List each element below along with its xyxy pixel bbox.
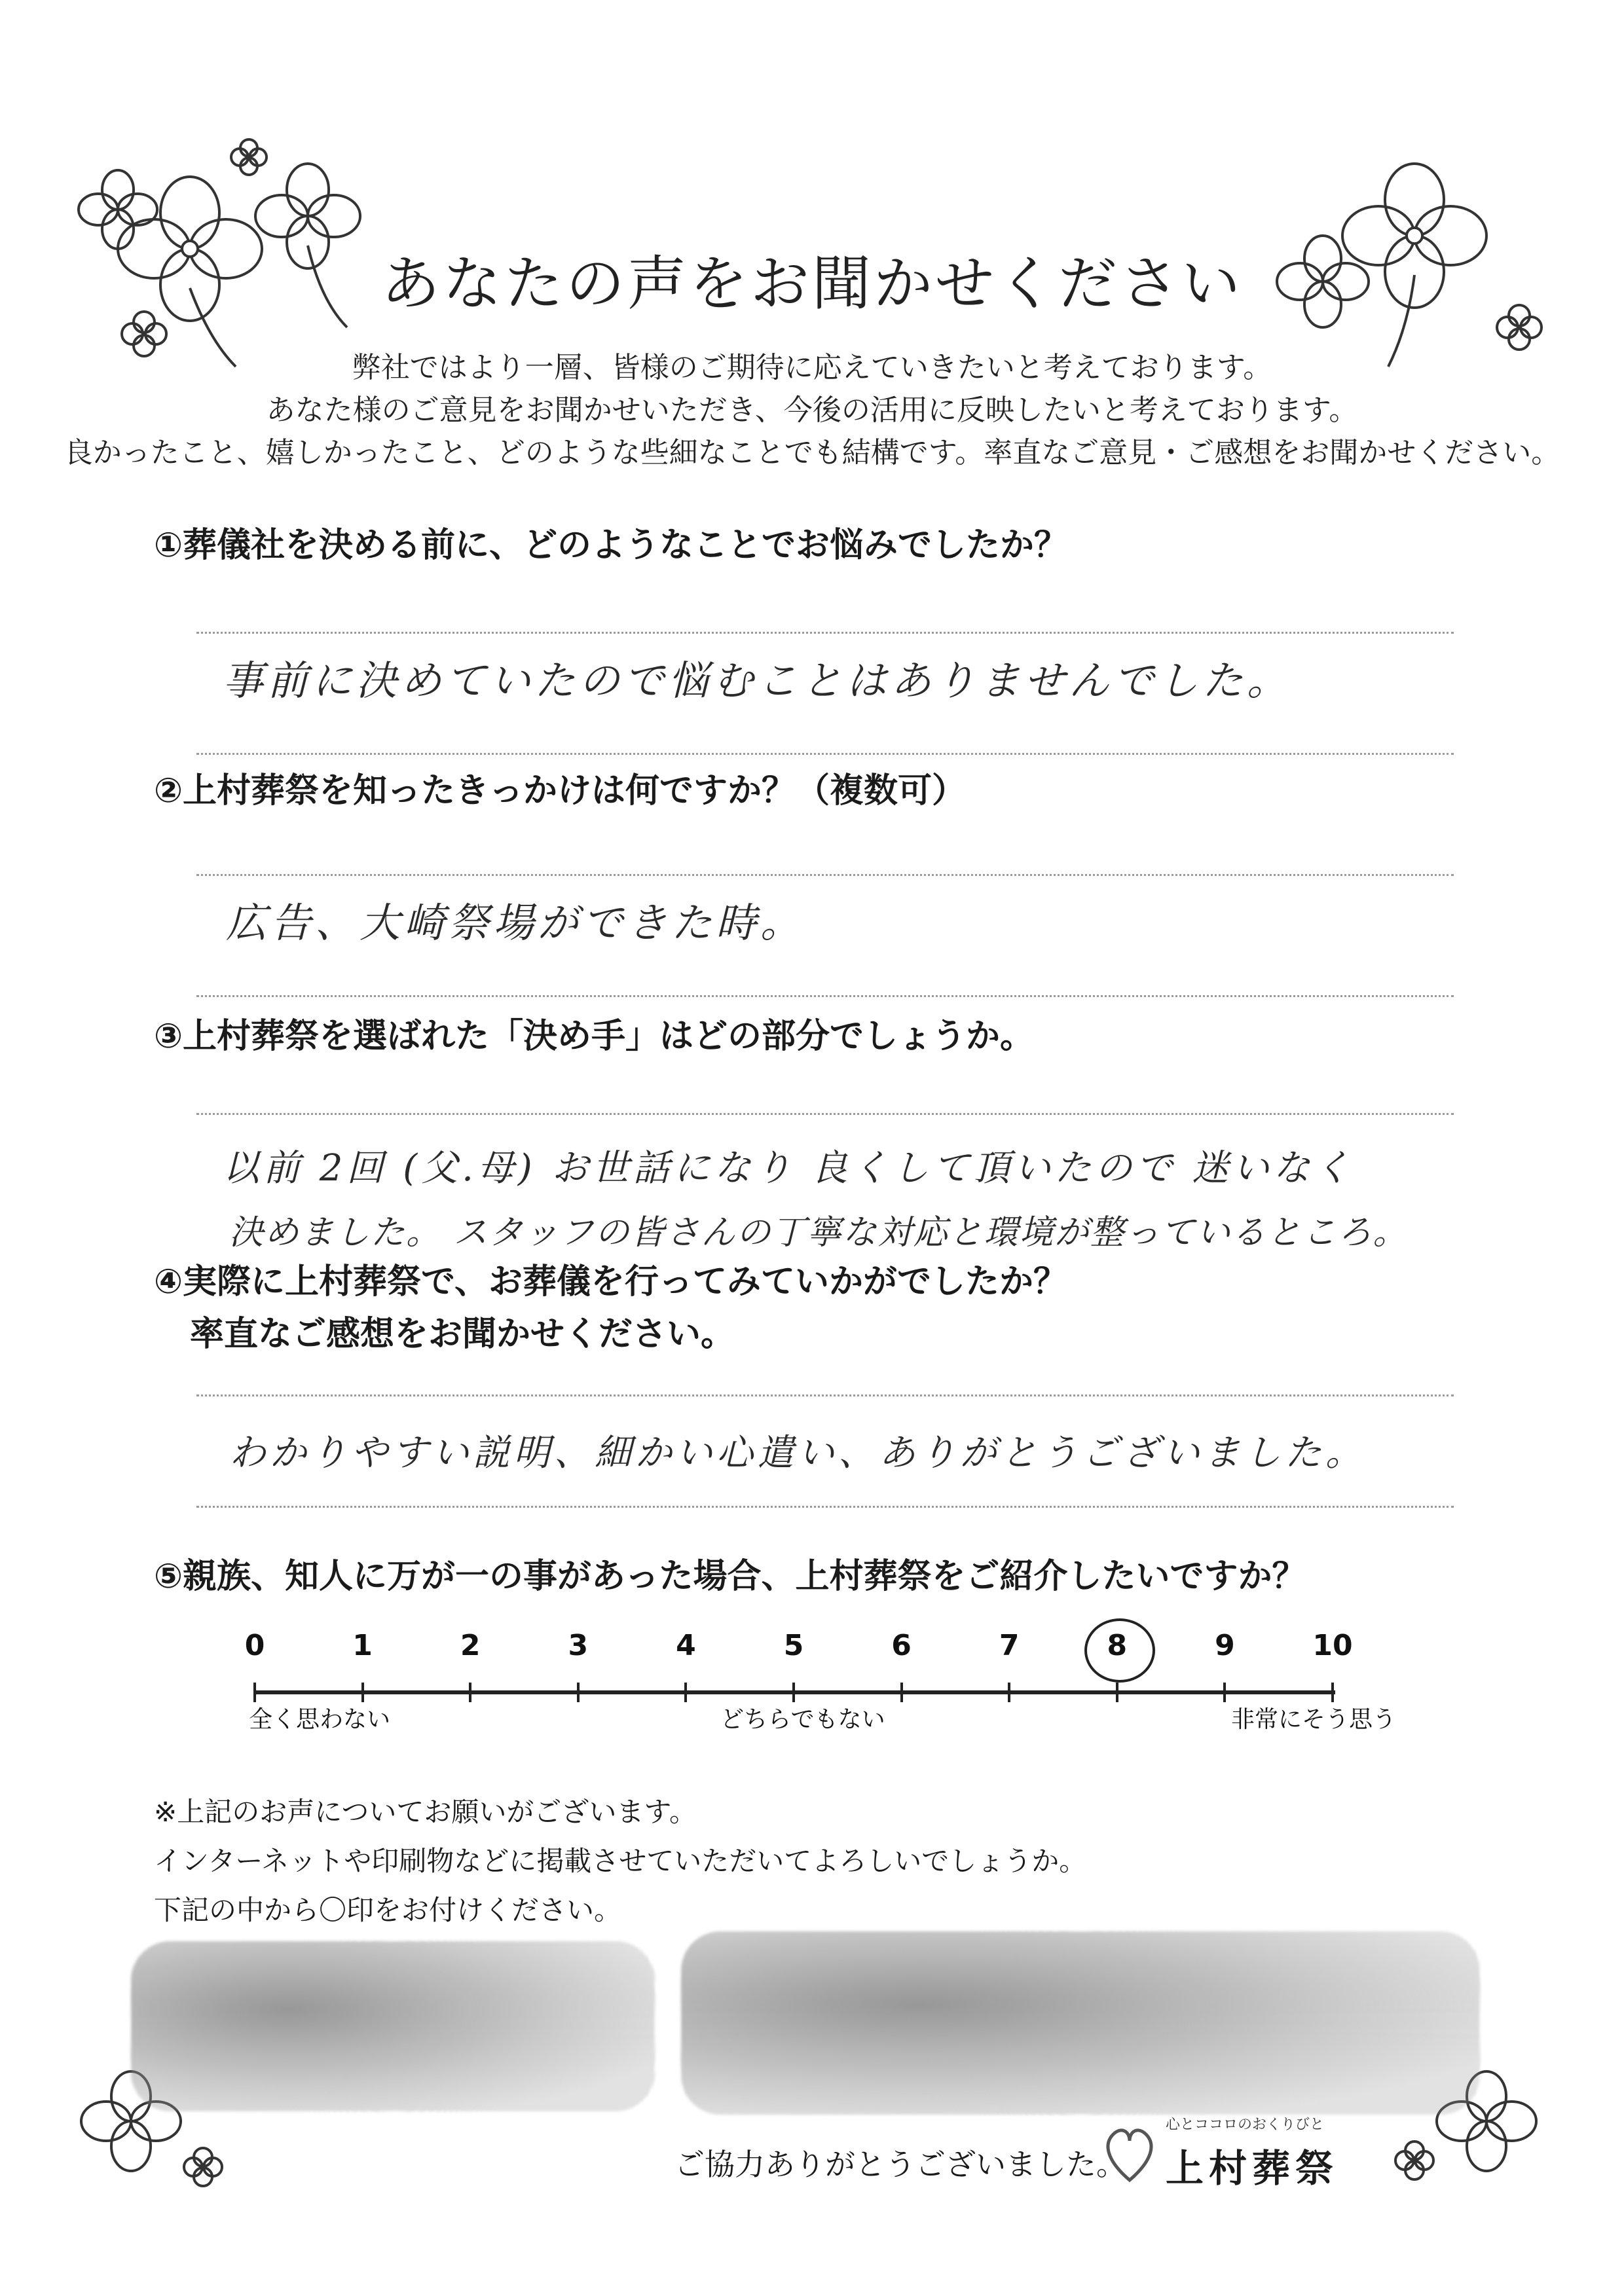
scale-tick — [684, 1683, 687, 1702]
scale-tick — [1223, 1683, 1226, 1702]
page-title: あなたの声をお聞かせください — [381, 249, 1243, 318]
scale-number: 1 — [352, 1629, 373, 1662]
question-3-label: ③上村葬祭を選ばれた「決め手」はどの部分でしょうか。 — [154, 1017, 1035, 1056]
scale-tick — [253, 1683, 256, 1702]
question-1-label: ①葬儀社を決める前に、どのようなことでお悩みでしたか？ — [154, 526, 1069, 565]
scale-tick — [577, 1683, 580, 1702]
scale-tick — [1008, 1683, 1010, 1702]
scale-label-mid: どちらでもない — [720, 1706, 885, 1733]
answer-line — [196, 874, 1454, 876]
question-2-label: ②上村葬祭を知ったきっかけは何ですか？（複数可） — [154, 771, 967, 811]
note-line-1: ※上記のお声についてお願いがございます。 — [154, 1796, 697, 1828]
question-4-label: ④実際に上村葬祭で、お葬儀を行ってみていかがでしたか？ — [154, 1262, 1067, 1302]
question-1-answer: 事前に決めていたので悩むことはありませんでした。 — [223, 657, 1292, 704]
rating-scale-line — [255, 1690, 1335, 1694]
answer-line — [196, 753, 1454, 755]
answer-line — [196, 995, 1454, 997]
scale-number: 5 — [783, 1629, 804, 1662]
footer-thanks: ご協力ありがとうございました。 — [674, 2147, 1126, 2182]
scale-tick — [469, 1683, 471, 1702]
intro-line-2: あなた様のご意見をお聞かせいただき、今後の活用に反映したいと考えております。 — [266, 393, 1358, 427]
note-line-3: 下記の中から〇印をお付けください。 — [154, 1894, 622, 1926]
question-2-answer: 広告、大崎祭場ができた時。 — [226, 899, 805, 947]
heart-logo-icon — [1100, 2115, 1159, 2187]
answer-line — [196, 1394, 1454, 1396]
question-5-label: ⑤親族、知人に万が一の事があった場合、上村葬祭をご紹介したいですか？ — [154, 1557, 1306, 1596]
scale-tick — [900, 1683, 903, 1702]
intro-line-3: 良かったこと、嬉しかったこと、どのような些細なことでも結構です。率直なご意見・ご感想をお聞かせください。 — [64, 436, 1560, 469]
scale-number: 7 — [999, 1629, 1020, 1662]
note-line-2: インターネットや印刷物などに掲載させていただいてよろしいでしょうか。 — [154, 1845, 1087, 1877]
scale-number: 9 — [1215, 1629, 1235, 1662]
scale-tick — [792, 1683, 795, 1702]
scale-number: 3 — [568, 1629, 589, 1662]
scale-tick — [1331, 1683, 1334, 1702]
scale-tick — [361, 1683, 364, 1702]
answer-line — [196, 1506, 1454, 1508]
redacted-area-right — [681, 1931, 1480, 2115]
scale-number: 6 — [891, 1629, 912, 1662]
answer-line — [196, 1113, 1454, 1115]
scale-number: 8 — [1107, 1629, 1128, 1662]
logo-tagline: 心とココロのおくりびと — [1166, 2117, 1325, 2133]
redacted-area-left — [131, 1941, 655, 2111]
scale-label-high: 非常にそう思う — [1231, 1706, 1397, 1733]
question-3-answer-line-1: 以前 2回 (父.母) お世話になり 良くして頂いたので 迷いなく — [223, 1147, 1355, 1190]
question-4-label-2: 率直なご感想をお聞かせください。 — [190, 1315, 735, 1354]
scale-number: 0 — [244, 1629, 265, 1662]
answer-line — [196, 632, 1454, 634]
scale-tick — [1116, 1683, 1118, 1702]
scale-number: 2 — [460, 1629, 481, 1662]
question-3-answer-line-2: 決めました。 スタッフの皆さんの丁寧な対応と環境が整っているところ。 — [229, 1213, 1409, 1252]
scale-number: 4 — [676, 1629, 696, 1662]
scale-label-low: 全く思わない — [249, 1706, 391, 1733]
scale-number: 10 — [1312, 1629, 1353, 1662]
logo-name: 上村葬祭 — [1166, 2146, 1339, 2191]
selected-rating-circle — [1084, 1618, 1155, 1683]
question-4-answer: わかりやすい説明、細かい心遣い、ありがとうございました。 — [229, 1432, 1366, 1474]
intro-line-1: 弊社ではより一層、皆様のご期待に応えていきたいと考えております。 — [352, 351, 1272, 384]
